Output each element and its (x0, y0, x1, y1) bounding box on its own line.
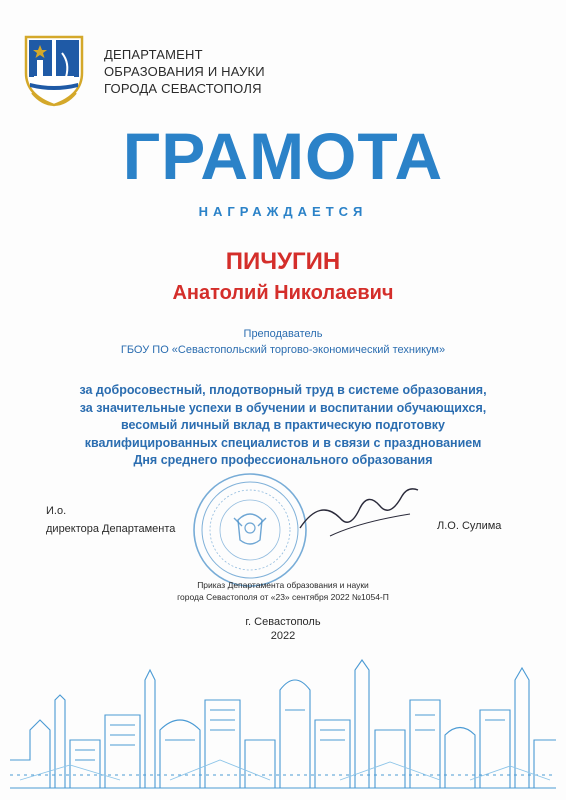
department-line-2: ОБРАЗОВАНИЯ И НАУКИ (104, 64, 265, 79)
signatory-title (46, 502, 175, 538)
award-reason (0, 382, 566, 470)
order-reference (0, 579, 566, 603)
signatory-name: Л.О. Сулима (437, 520, 502, 532)
order-line-2: города Севастополя от «23» сентября 2022 №1054-П (177, 592, 389, 602)
signatory-title-line-1: И.о. (46, 505, 67, 517)
awarded-label: НАГРАЖДАЕТСЯ (198, 204, 368, 219)
reason-line: весомый личный вклад в практическую подготовку (121, 418, 445, 432)
year: 2022 (270, 630, 296, 642)
reason-line: квалифицированных специалистов и в связи с празднованием (84, 435, 482, 450)
handwritten-signature-icon (290, 478, 430, 548)
department-line-3: ГОРОДА СЕВАСТОПОЛЯ (104, 81, 262, 96)
order-line-1: Приказ Департамента образования и науки (197, 580, 369, 590)
reason-line: за добросовестный, плодотворный труд в системе образования, (79, 383, 487, 397)
recipient-name: Анатолий Николаевич (172, 282, 394, 304)
certificate-title: ГРАМОТА (122, 119, 444, 193)
city-skyline-illustration (10, 640, 556, 790)
city-and-year (0, 615, 566, 643)
recipient-surname: ПИЧУГИН (225, 248, 341, 275)
organization-name: ГБОУ ПО «Севастопольский торгово-экономический техникум» (120, 344, 446, 356)
city-name: г. Севастополь (245, 616, 321, 628)
recipient-position (0, 326, 566, 358)
signatory-title-line-2: директора Департамента (46, 523, 176, 535)
reason-line: за значительные успехи в обучении и воспитании обучающихся, (79, 400, 487, 415)
reason-line: Дня среднего профессионального образования (133, 453, 433, 467)
sevastopol-emblem-icon (22, 33, 86, 109)
department-line-1: ДЕПАРТАМЕНТ (104, 47, 203, 62)
position-title: Преподаватель (243, 328, 323, 340)
department-name (104, 46, 265, 97)
